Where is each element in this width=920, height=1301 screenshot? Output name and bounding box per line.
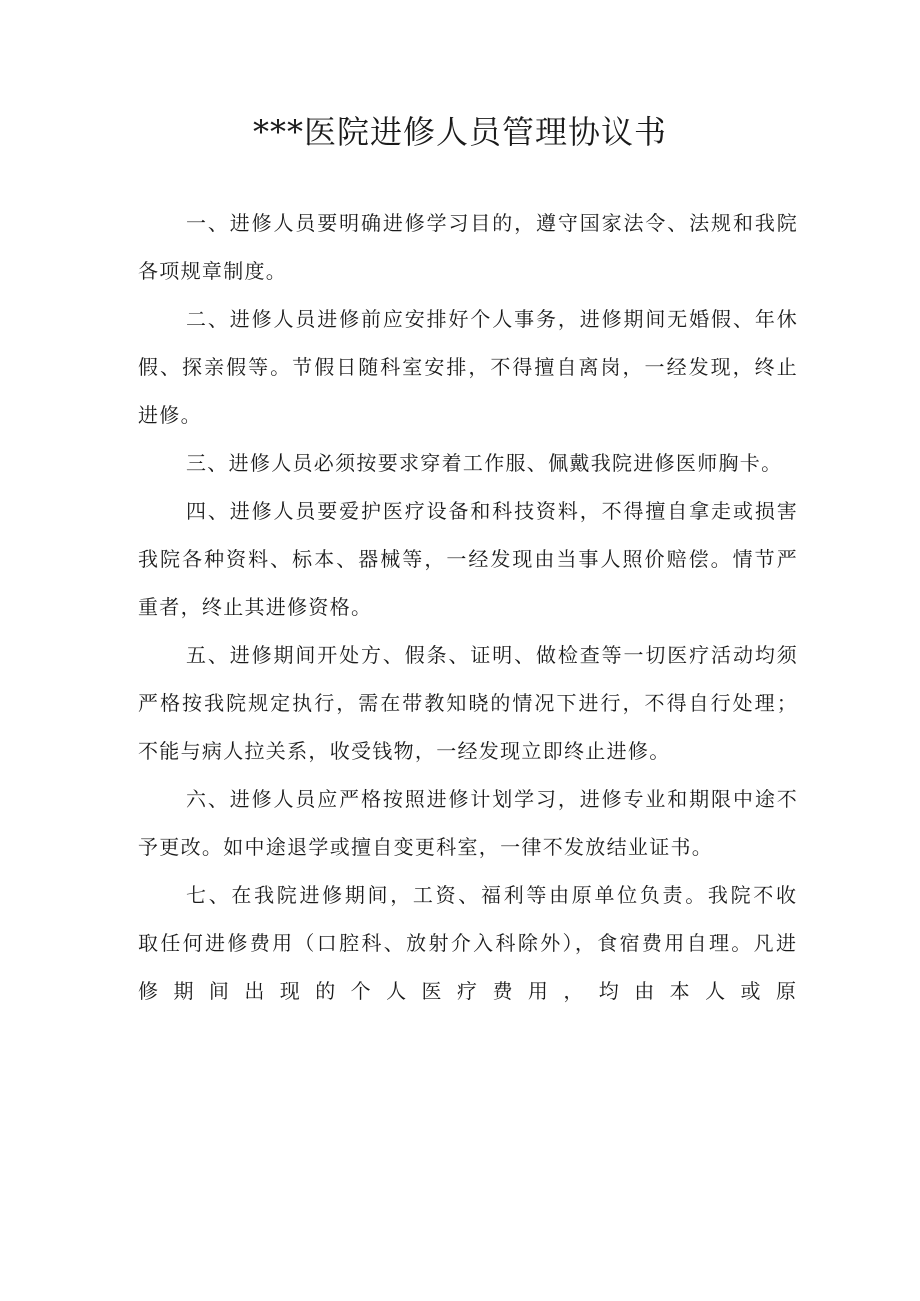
clause-5: 五、进修期间开处方、假条、证明、做检查等一切医疗活动均须严格按我院规定执行，需在带教知晓的情况下进行，不得自行处理；不能与病人拉关系，收受钱物，一经发现立即终止进修。 bbox=[138, 643, 798, 763]
document-title: ***医院进修人员管理协议书 bbox=[252, 113, 667, 151]
clause-6: 六、进修人员应严格按照进修计划学习，进修专业和期限中途不予更改。如中途退学或擅自变更科室，一律不发放结业证书。 bbox=[138, 787, 798, 859]
clause-3: 三、进修人员必须按要求穿着工作服、佩戴我院进修医师胸卡。 bbox=[186, 451, 783, 475]
clause-7: 七、在我院进修期间，工资、福利等由原单位负责。我院不收取任何进修费用（口腔科、放射介入科除外），食宿费用自理。凡进修期间出现的个人医疗费用，均由本人或原 bbox=[138, 883, 798, 1003]
document-body bbox=[138, 199, 798, 1015]
clause-1: 一、进修人员要明确进修学习目的，遵守国家法令、法规和我院各项规章制度。 bbox=[138, 211, 798, 283]
clause-4: 四、进修人员要爱护医疗设备和科技资料，不得擅自拿走或损害我院各种资料、标本、器械等，一经发现由当事人照价赔偿。情节严重者，终止其进修资格。 bbox=[138, 499, 798, 619]
clause-2: 二、进修人员进修前应安排好个人事务，进修期间无婚假、年休假、探亲假等。节假日随科室安排，不得擅自离岗，一经发现，终止进修。 bbox=[138, 307, 798, 427]
